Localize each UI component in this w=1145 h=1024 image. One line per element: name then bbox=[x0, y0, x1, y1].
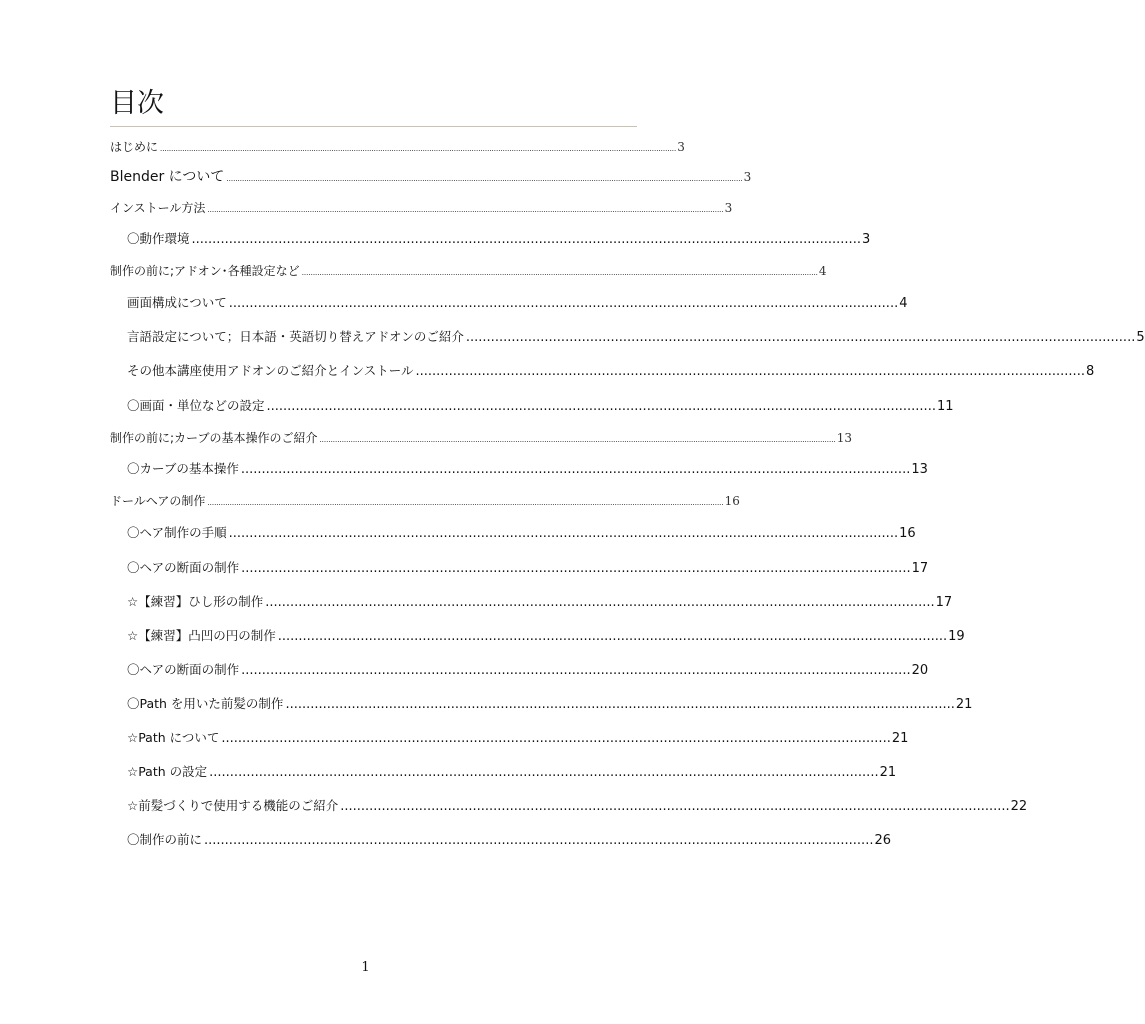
toc-entry-page: 5 bbox=[1136, 330, 1145, 345]
dot-leader: ........................................................................................................................................................................................................................................ bbox=[160, 145, 677, 153]
dot-leader: .................................................................................................................................................................. bbox=[240, 462, 911, 477]
toc-entry-label: 画面構成について bbox=[127, 295, 227, 310]
toc-entry-label: 〇Path を用いた前髪の制作 bbox=[127, 696, 284, 711]
toc-entry-page: 26 bbox=[874, 833, 891, 848]
toc-entry-label: インストール方法 bbox=[110, 201, 206, 215]
dot-leader: .................................................................................................................................................................. bbox=[209, 765, 879, 780]
toc-entry[interactable] bbox=[127, 626, 965, 644]
toc-entry[interactable] bbox=[127, 660, 929, 678]
toc-entry-page: 3 bbox=[724, 201, 733, 215]
toc-entry-page: 4 bbox=[899, 296, 908, 311]
toc-entry-page: 20 bbox=[911, 663, 929, 678]
toc-entry-label: ☆【練習】ひし形の制作 bbox=[127, 594, 264, 609]
toc-entry-label: 〇画面・単位などの設定 bbox=[127, 398, 265, 413]
dot-leader: .................................................................................................................................................................. bbox=[465, 330, 1136, 345]
toc-entry-label: 言語設定について；日本語・英語切り替えアドオンのご紹介 bbox=[127, 329, 464, 344]
toc-entry-label: Blender について bbox=[110, 169, 225, 185]
dot-leader: .................................................................................................................................................................. bbox=[241, 663, 911, 678]
toc-entry-page: 17 bbox=[935, 595, 953, 610]
dot-leader: .................................................................................................................................................................. bbox=[285, 697, 955, 712]
toc-entry-page: 17 bbox=[911, 561, 929, 576]
dot-leader: .................................................................................................................................................................. bbox=[266, 399, 936, 414]
dot-leader: .................................................................................................................................................................. bbox=[415, 364, 1085, 379]
toc-entry-page: 22 bbox=[1010, 799, 1028, 814]
dot-leader: ........................................................................................................................................................................................................................................ bbox=[226, 175, 743, 183]
toc-entry-label: 〇カーブの基本操作 bbox=[127, 461, 239, 476]
toc-entry-page: 3 bbox=[677, 140, 685, 154]
toc-entry-label: 〇ヘアの断面の制作 bbox=[127, 662, 240, 677]
toc-entry[interactable] bbox=[127, 592, 953, 610]
toc-entry-label: ☆Path の設定 bbox=[127, 764, 208, 779]
toc-entry[interactable] bbox=[127, 796, 1028, 814]
toc-entry-page: 8 bbox=[1085, 364, 1095, 379]
toc-entry-label: ☆Path について bbox=[127, 730, 220, 745]
toc-entry[interactable] bbox=[110, 199, 733, 216]
toc-entry-label: 〇ヘア制作の手順 bbox=[127, 525, 227, 540]
toc-entry[interactable] bbox=[127, 396, 954, 414]
dot-leader: .................................................................................................................................................................. bbox=[265, 595, 935, 610]
toc-entry[interactable] bbox=[110, 262, 827, 279]
dot-leader: .................................................................................................................................................................. bbox=[228, 296, 899, 311]
toc-entry[interactable] bbox=[127, 523, 916, 541]
toc-entry-page: 13 bbox=[911, 462, 928, 477]
toc-entry-label: 制作の前に;カーブの基本操作のご紹介 bbox=[110, 431, 318, 445]
toc-entry-label: その他本講座使用アドオンのご紹介とインストール bbox=[127, 363, 414, 378]
dot-leader: .................................................................................................................................................................. bbox=[340, 799, 1010, 814]
toc-entry[interactable] bbox=[127, 728, 909, 746]
toc-entry-page: 21 bbox=[955, 697, 973, 712]
toc-entry-label: はじめに bbox=[110, 140, 159, 154]
dot-leader: ........................................................................................................................................................................................................................................ bbox=[301, 269, 818, 277]
toc-heading: 目次 bbox=[110, 88, 164, 119]
toc-entry-label: ☆【練習】凸凹の円の制作 bbox=[127, 628, 276, 643]
dot-leader: .................................................................................................................................................................. bbox=[277, 629, 948, 644]
dot-leader: ........................................................................................................................................................................................................................................ bbox=[207, 206, 724, 214]
toc-entry-page: 3 bbox=[743, 170, 752, 184]
toc-entry-label: ☆前髪づくりで使用する機能のご紹介 bbox=[127, 798, 339, 813]
dot-leader: .................................................................................................................................................................. bbox=[241, 561, 911, 576]
dot-leader: ........................................................................................................................................................................................................................................ bbox=[207, 499, 724, 507]
toc-entry[interactable] bbox=[127, 762, 897, 780]
toc-entry-page: 16 bbox=[724, 494, 740, 508]
toc-entry-page: 19 bbox=[948, 629, 965, 644]
toc-entry[interactable] bbox=[127, 327, 1145, 345]
toc-entry[interactable] bbox=[127, 830, 891, 848]
dot-leader: ........................................................................................................................................................................................................................................ bbox=[319, 436, 836, 444]
toc-entry[interactable] bbox=[110, 429, 852, 446]
toc-entry-label: 〇動作環境 bbox=[127, 231, 190, 246]
toc-entry-page: 11 bbox=[936, 399, 954, 414]
toc-entry[interactable] bbox=[127, 558, 929, 576]
toc-entry-page: 16 bbox=[899, 526, 916, 541]
toc-entry[interactable] bbox=[127, 694, 973, 712]
toc-entry-page: 4 bbox=[818, 264, 827, 278]
toc-entry[interactable] bbox=[127, 459, 928, 477]
page-number: 1 bbox=[361, 960, 370, 975]
toc-entry-label: ドールヘアの制作 bbox=[110, 494, 206, 508]
toc-entry[interactable] bbox=[110, 166, 752, 186]
toc-entry[interactable] bbox=[127, 293, 908, 311]
dot-leader: .................................................................................................................................................................. bbox=[204, 833, 874, 848]
toc-entry[interactable] bbox=[127, 229, 871, 247]
toc-entry-label: 制作の前に;アドオン･各種設定など bbox=[110, 264, 300, 278]
toc-entry-label: 〇ヘアの断面の制作 bbox=[127, 560, 240, 575]
toc-entry[interactable] bbox=[127, 361, 1095, 379]
toc-entry-page: 3 bbox=[861, 232, 871, 247]
toc-entry-page: 21 bbox=[891, 731, 909, 746]
toc-entry-page: 21 bbox=[879, 765, 897, 780]
toc-entry[interactable] bbox=[110, 492, 740, 509]
toc-entry[interactable] bbox=[110, 138, 685, 155]
dot-leader: .................................................................................................................................................................. bbox=[191, 232, 861, 247]
dot-leader: .................................................................................................................................................................. bbox=[221, 731, 891, 746]
dot-leader: .................................................................................................................................................................. bbox=[228, 526, 899, 541]
heading-rule bbox=[110, 126, 637, 127]
toc-entry-page: 13 bbox=[836, 431, 852, 445]
toc-entry-label: 〇制作の前に bbox=[127, 832, 203, 847]
